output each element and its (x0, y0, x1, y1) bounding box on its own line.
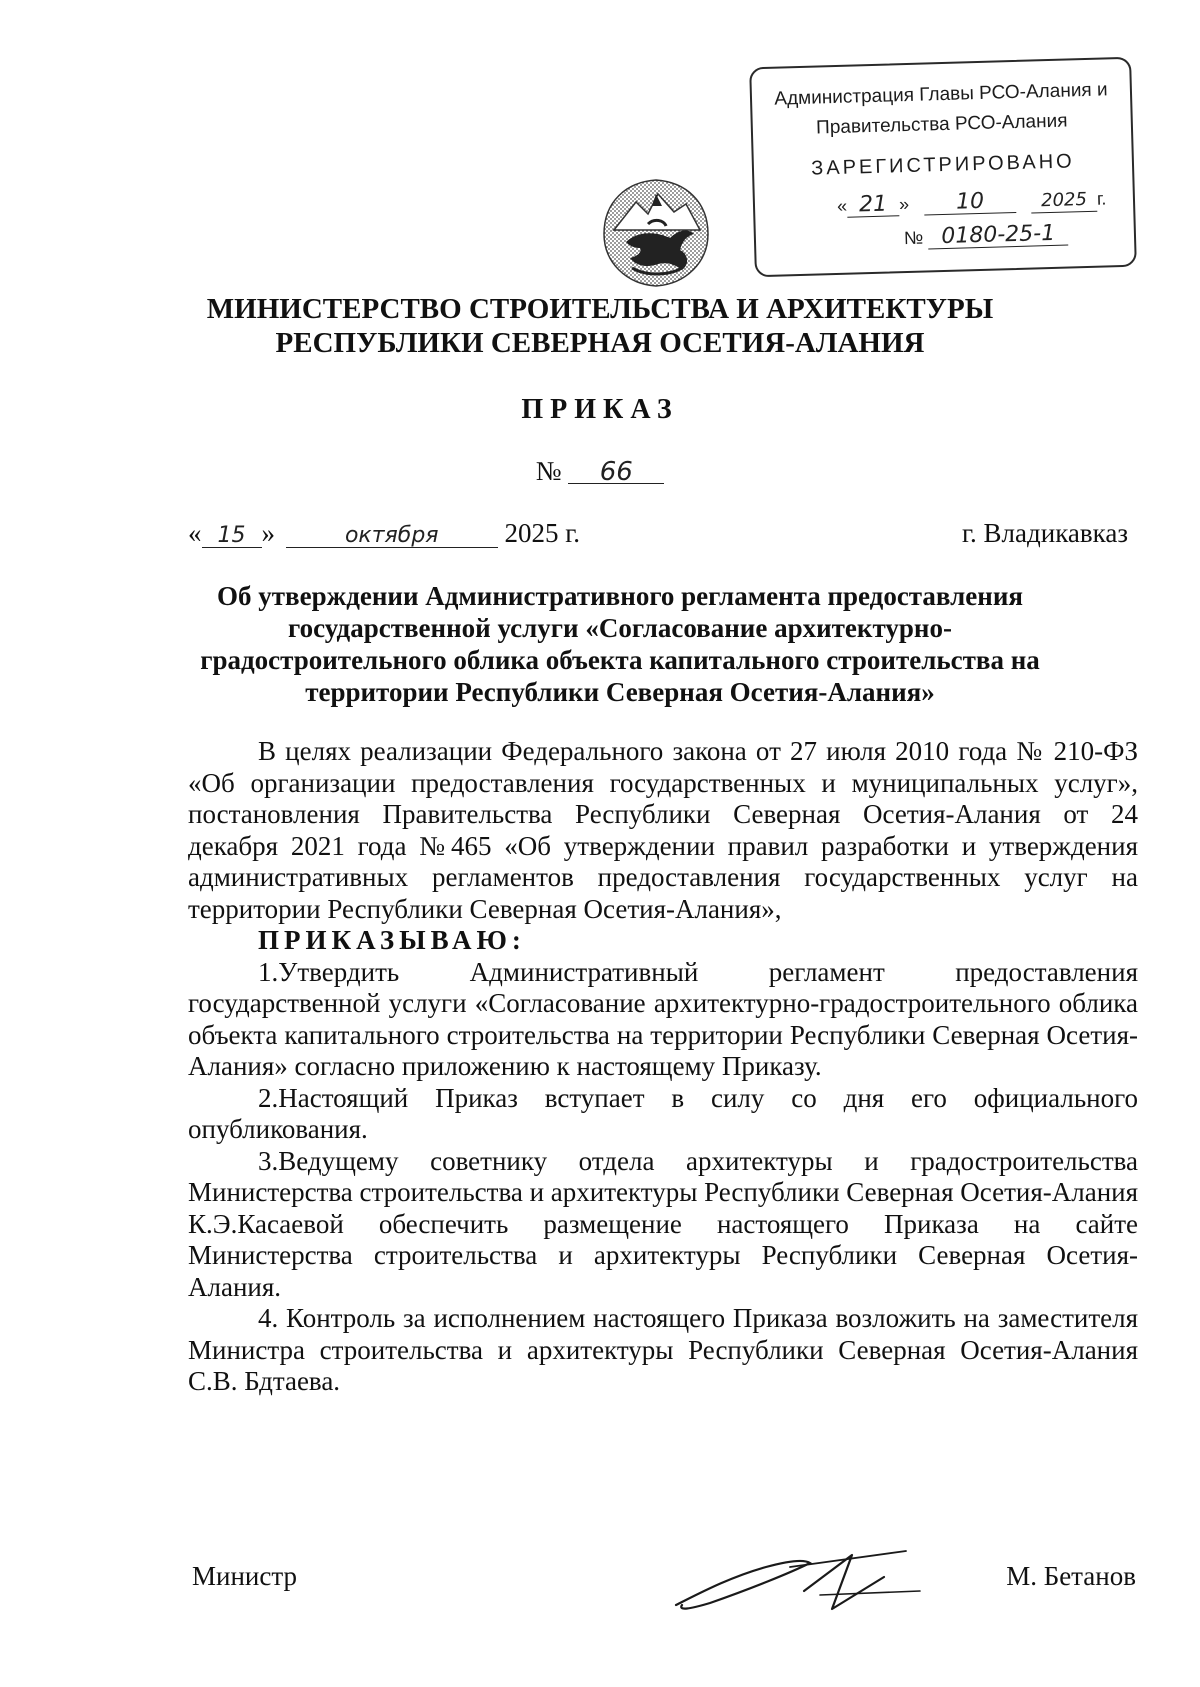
stamp-date-day: 21 (847, 193, 900, 217)
subject-line-1: Об утверждении Административного регламента предоставления (217, 581, 1023, 611)
order-item-3: 3.Ведущему советнику отдела архитектуры и градостроительства Министерства строительства и архитектуры Республики Северная Осетия-Алания К.Э.Касаевой обеспечить размещение настоящего Приказа на сайте Министерства строительства и архитектуры Республики Северная Осетия-Алания. (188, 1145, 1139, 1302)
stamp-date (837, 187, 1107, 219)
preamble-paragraph: В целях реализации Федерального закона от 27 июля 2010 года № 210-ФЗ «Об организации предоставления государственных и муниципальных услуг», постановления Правительства Республики Северная Осетия-Алания от 24 декабря 2021 года №465 «Об утверждении правил разработки и утверждения административных регламентов предоставления государственных услуг на территории Республики Северная Осетия-Алания», (188, 736, 1138, 924)
subject-line-3: градостроительного облика объекта капитального строительства на (200, 645, 1040, 675)
subject-line-2: государственной услуги «Согласование архитектурно- (288, 613, 952, 643)
stamp-registered: ЗАРЕГИСТРИРОВАНО (810, 150, 1075, 180)
document-type: ПРИКАЗ (521, 394, 679, 425)
order-date-year: 2025 г. (504, 518, 581, 548)
ministry-name-line-2: РЕСПУБЛИКИ СЕВЕРНАЯ ОСЕТИЯ-АЛАНИЯ (275, 327, 925, 359)
order-subject (150, 580, 1090, 708)
order-date-open-quote: « (188, 518, 202, 548)
order-date-month: октября (286, 525, 498, 548)
signatory-title: Министр (192, 1561, 297, 1591)
order-date-day: 15 (202, 525, 262, 548)
ministry-name (0, 292, 1200, 360)
order-date (188, 518, 580, 549)
stamp-number (903, 220, 1069, 251)
order-number-label: № (535, 456, 562, 486)
stamp-date-year: 2025 (1031, 189, 1098, 214)
ministry-name-line-1: МИНИСТЕРСТВО СТРОИТЕЛЬСТВА И АРХИТЕКТУРЫ (206, 293, 994, 325)
stamp-date-month: 10 (924, 190, 1017, 216)
order-item-2: 2.Настоящий Приказ вступает в силу со дня его официального опубликования. (188, 1082, 1138, 1144)
order-body (188, 736, 1138, 1398)
order-city: г. Владикавказ (962, 518, 1128, 548)
coat-of-arms-emblem (596, 172, 716, 290)
stamp-line-1: Администрация Главы РСО-Алания и (774, 79, 1108, 110)
stamp-date-year-suffix: г. (1096, 188, 1107, 209)
stamp-number-value: 0180-25-1 (928, 223, 1069, 250)
registration-stamp (749, 57, 1137, 278)
stamp-date-open-quote: « (836, 195, 848, 216)
order-directive: ПРИКАЗЫВАЮ: (258, 925, 526, 955)
signatory-name: М. Бетанов (1006, 1561, 1136, 1591)
stamp-date-close-quote: » (898, 193, 910, 215)
signature-block (0, 1555, 1200, 1625)
order-item-4: 4. Контроль за исполнением настоящего Приказа возложить на заместителя Министра строительства и архитектуры Республики Северная Осетия-Алания С.В. Бдтаева. (188, 1303, 1138, 1396)
stamp-number-label: № (903, 227, 924, 249)
order-number (0, 456, 1200, 487)
subject-line-4: территории Республики Северная Осетия-Алания» (305, 677, 935, 707)
stamp-line-2: Правительства РСО-Алания (815, 110, 1068, 139)
order-number-value: 66 (568, 461, 664, 484)
order-date-close-quote: » (261, 518, 275, 548)
order-item-1: 1.Утвердить Административный регламент предоставления государственной услуги «Согласование архитектурно-градостроительного облика объекта капитального строительства на территории Республики Северная Осетия-Алания» согласно приложению к настоящему Приказу. (188, 956, 1138, 1081)
handwritten-signature (670, 1533, 930, 1625)
